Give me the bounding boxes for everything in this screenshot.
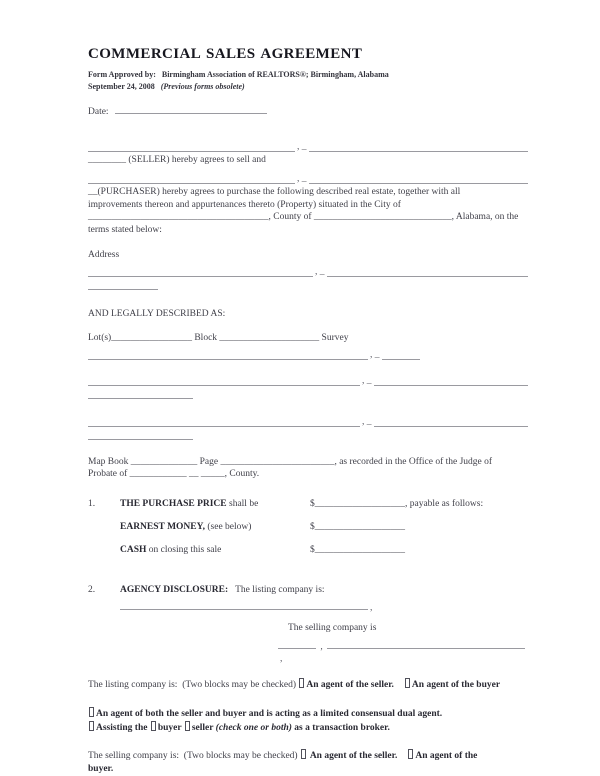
listing-checkbox-prefix: The listing company is: (Two blocks may be checked) bbox=[88, 680, 299, 690]
comma-mark: , _ bbox=[297, 142, 307, 152]
checkbox-buyer bbox=[151, 721, 156, 731]
address-label: Address bbox=[88, 250, 120, 260]
agent-of-buyer-label: An agent of the buyer bbox=[411, 680, 501, 690]
purchase-price-term: THE PURCHASE PRICE bbox=[120, 499, 227, 509]
section-number: 2. bbox=[88, 585, 96, 595]
dual-agent-line-2 bbox=[88, 721, 528, 735]
legal-description-blank-line-2 bbox=[88, 417, 528, 427]
blank-line bbox=[327, 639, 525, 649]
amount-blank: $___________________ bbox=[310, 522, 405, 532]
checkbox-agent-of-seller-2 bbox=[301, 749, 306, 759]
survey-blank-line bbox=[88, 350, 528, 360]
cash-label bbox=[120, 544, 310, 556]
approval-date: September 24, 2008 bbox=[88, 81, 161, 91]
terms-stated-line: terms stated below: bbox=[88, 224, 162, 235]
purchaser-clause bbox=[88, 186, 528, 236]
buyer-label: buyer bbox=[157, 723, 184, 733]
date-blank-line bbox=[115, 104, 267, 114]
legal-description-blank-line-1 bbox=[88, 376, 528, 386]
blank-line bbox=[278, 639, 316, 649]
checkbox-agent-of-buyer-2 bbox=[408, 749, 413, 759]
transaction-broker-label: as a transaction broker. bbox=[291, 723, 390, 733]
agency-disclosure-row bbox=[88, 584, 528, 596]
comma-mark: , bbox=[280, 654, 283, 664]
selling-checkbox-prefix: The selling company is: (Two blocks may be checked) bbox=[88, 751, 300, 761]
blank-line bbox=[88, 142, 295, 152]
earnest-money-term: EARNEST MONEY, bbox=[120, 522, 205, 532]
assisting-label: Assisting the bbox=[96, 723, 150, 733]
blank-line bbox=[309, 174, 529, 184]
check-one-or-both-note: (check one or both) bbox=[215, 723, 292, 733]
checkbox-seller bbox=[185, 721, 190, 731]
blank-line bbox=[88, 267, 313, 277]
amount-blank: $___________________ bbox=[310, 545, 405, 555]
seller-clause: ________ (SELLER) hereby agrees to sell and bbox=[88, 155, 266, 165]
cash-term: CASH bbox=[120, 545, 147, 555]
approval-line-1: Form Approved by: Birmingham Association of REALTORS®; Birmingham, Alabama bbox=[88, 70, 389, 79]
blank-line bbox=[88, 430, 193, 440]
blank-line bbox=[88, 174, 295, 184]
comma-mark: , bbox=[318, 642, 326, 652]
agent-of-seller-label-2: An agent of the seller. bbox=[307, 751, 398, 761]
selling-company-checkboxes bbox=[88, 749, 528, 776]
comma-mark: , _ bbox=[370, 350, 380, 360]
agency-disclosure-heading bbox=[120, 584, 325, 596]
map-book-clause bbox=[88, 456, 528, 480]
map-book-line: Map Book ______________ Page ________________________, as recorded in the Office of the Judge of bbox=[88, 457, 493, 467]
agent-of-seller-label: An agent of the seller. bbox=[306, 680, 394, 690]
purchase-price-amount-field bbox=[310, 498, 483, 510]
checkbox-dual-agent bbox=[89, 707, 94, 717]
dual-agent-label: An agent of both the seller and buyer and is acting as a limited consensual dual agent. bbox=[96, 709, 443, 719]
comma-mark: , _ bbox=[315, 267, 325, 277]
comma-mark: , _ bbox=[297, 174, 307, 184]
listing-company-prompt: The listing company is: bbox=[228, 585, 325, 595]
date-field-row bbox=[88, 104, 528, 118]
cash-amount-field bbox=[310, 544, 405, 556]
selling-company-prompt: The selling company is bbox=[288, 623, 377, 633]
dual-agent-line-1 bbox=[88, 707, 528, 721]
approval-obsolete-note: (Previous forms obsolete) bbox=[160, 81, 245, 91]
payable-suffix: , payable as follows: bbox=[405, 499, 484, 509]
blank-line bbox=[382, 350, 420, 360]
blank-line bbox=[327, 267, 529, 277]
listing-company-checkboxes bbox=[88, 678, 528, 692]
document-title: COMMERCIAL SALES AGREEMENT bbox=[88, 46, 363, 62]
checkbox-assisting bbox=[89, 721, 94, 731]
date-label: Date: bbox=[88, 107, 109, 117]
earnest-money-rest: (see below) bbox=[205, 522, 252, 532]
form-approval-note bbox=[88, 69, 528, 92]
approval-line-2 bbox=[88, 81, 528, 93]
blank-line bbox=[88, 350, 368, 360]
purchaser-clause-line2: improvements thereon and appurtenances thereto (Property) situated in the City of bbox=[88, 199, 401, 210]
amount-blank: $___________________ bbox=[310, 499, 405, 509]
probate-line: Probate of ____________ __ _____, County. bbox=[88, 469, 260, 479]
agent-of-buyer-label-2: An agent of the bbox=[415, 751, 478, 761]
blank-line bbox=[374, 376, 529, 386]
city-county-line: ______________________________________, County of _____________________________, Alabama, on the bbox=[88, 212, 519, 222]
earnest-money-amount-field bbox=[310, 521, 405, 533]
selling-company-blank-line bbox=[278, 639, 528, 665]
comma-mark: , _ bbox=[362, 376, 372, 386]
purchaser-clause-line1: __(PURCHASER) hereby agrees to purchase the following described real estate, together with all bbox=[88, 187, 461, 197]
seller-name-blank-line bbox=[88, 142, 528, 152]
seller-label: seller bbox=[191, 723, 216, 733]
comma-mark: , _ bbox=[362, 417, 372, 427]
blank-line bbox=[88, 376, 360, 386]
dual-agent-paragraph bbox=[88, 707, 528, 735]
earnest-money-row bbox=[88, 521, 528, 533]
legal-description-blank-line-2b bbox=[88, 430, 528, 444]
spacer bbox=[88, 521, 120, 533]
blank-line bbox=[88, 280, 158, 290]
blank-line bbox=[88, 417, 360, 427]
checkbox-agent-of-seller bbox=[299, 678, 304, 688]
legal-description-blank-line-1b bbox=[88, 389, 528, 403]
cash-rest: on closing this sale bbox=[146, 545, 222, 555]
purchase-price-label bbox=[120, 498, 310, 510]
selling-wrap-line: buyer. bbox=[88, 764, 114, 774]
checkbox-agent-of-buyer bbox=[405, 678, 410, 688]
earnest-money-label bbox=[120, 521, 310, 533]
purchase-price-row bbox=[88, 498, 528, 510]
address-blank-line bbox=[88, 267, 528, 277]
address-blank-line-2 bbox=[88, 280, 528, 294]
blank-line bbox=[88, 389, 193, 399]
section-number: 1. bbox=[88, 499, 96, 509]
spacer bbox=[88, 544, 120, 556]
listing-company-blank-line bbox=[120, 600, 528, 614]
blank-line bbox=[309, 142, 529, 152]
lot-block-survey-line: Lot(s)_________________ Block _____________________ Survey bbox=[88, 333, 349, 343]
cash-row bbox=[88, 544, 528, 556]
blank-line bbox=[374, 417, 529, 427]
agency-disclosure-term: AGENCY DISCLOSURE: bbox=[120, 585, 229, 595]
purchaser-name-blank-line bbox=[88, 174, 528, 184]
blank-line bbox=[120, 600, 368, 610]
comma-mark: , bbox=[370, 603, 373, 613]
legal-description-heading: AND LEGALLY DESCRIBED AS: bbox=[88, 309, 226, 319]
purchase-price-rest: shall be bbox=[226, 499, 259, 509]
